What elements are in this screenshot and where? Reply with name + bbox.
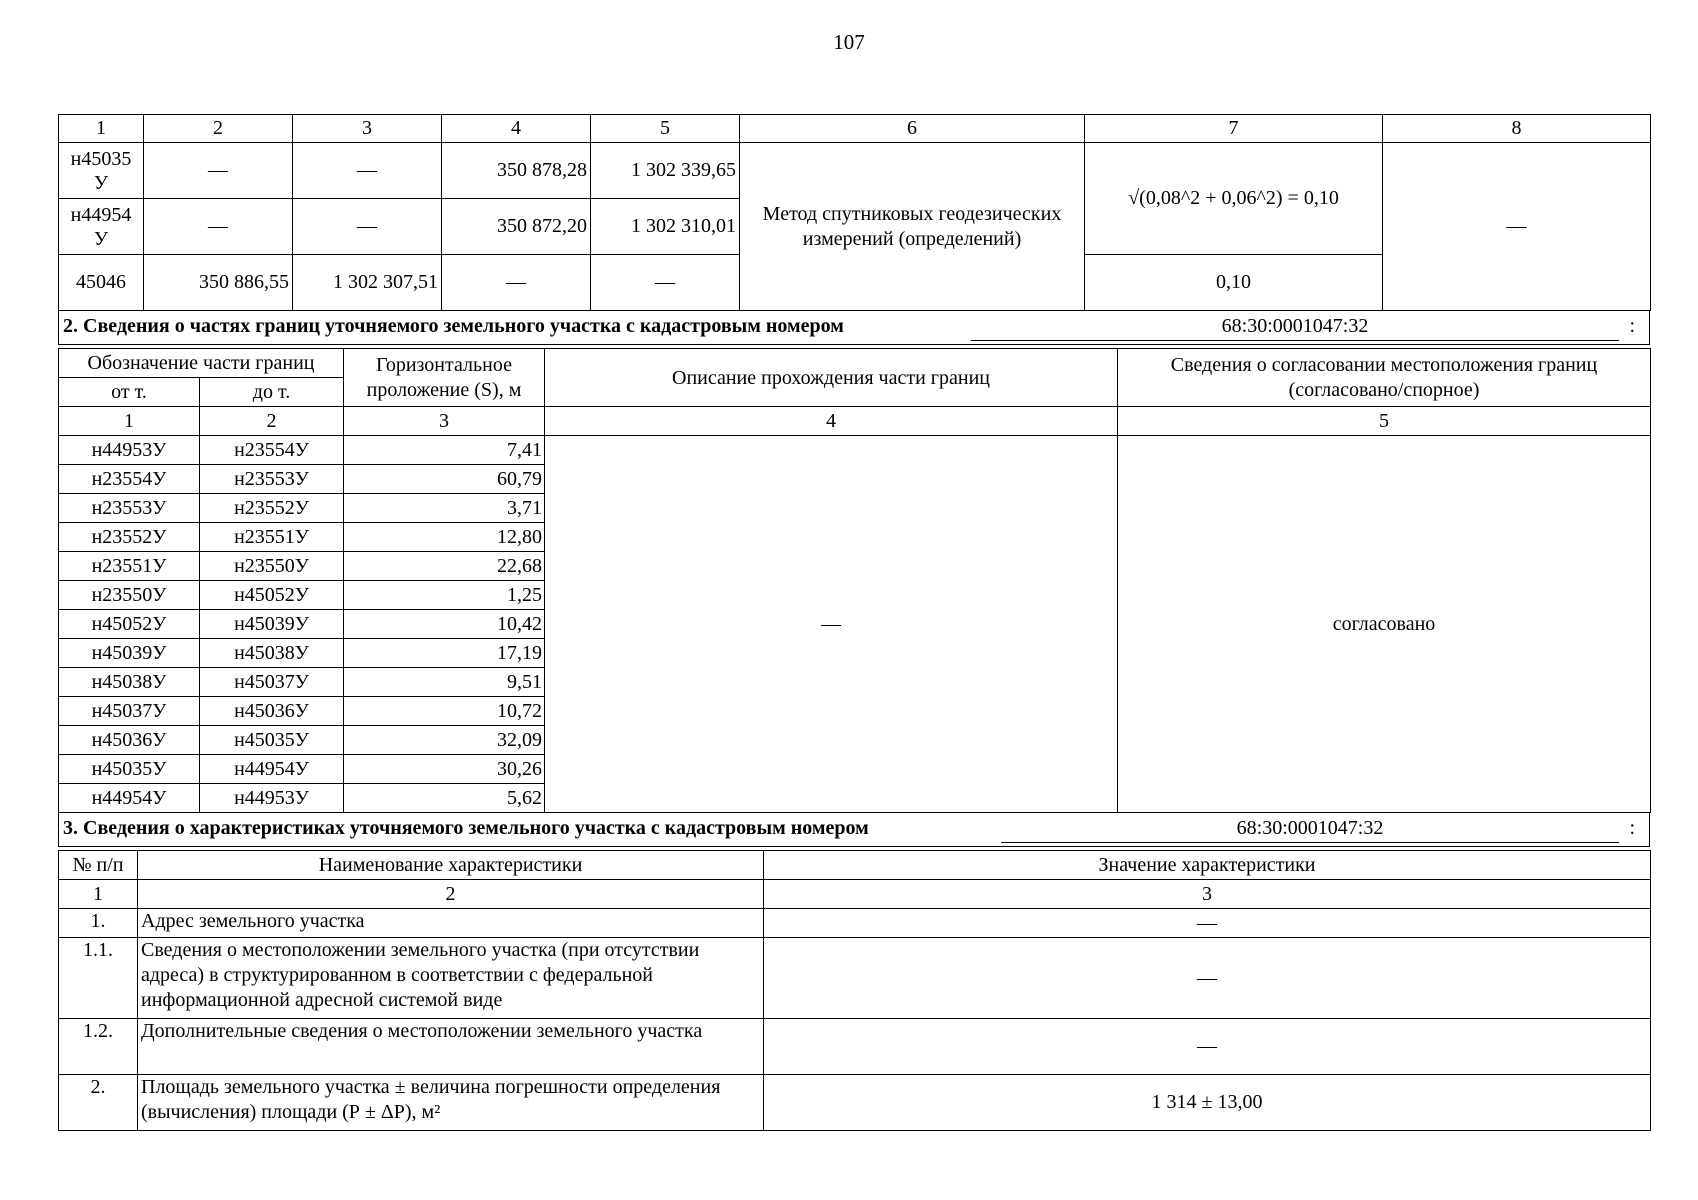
col-num: 2 [144, 115, 293, 143]
from-header: от т. [59, 378, 200, 407]
table-row [59, 909, 1651, 938]
horizontal-distance: 60,79 [344, 465, 545, 494]
section2-title-row [58, 311, 1650, 345]
point-name: н44954 У [59, 199, 144, 255]
from-point: н23551У [59, 552, 200, 581]
col-num: 1 [59, 407, 200, 436]
designation-header: Обозначение части границ [59, 349, 344, 378]
from-point: н23553У [59, 494, 200, 523]
col-num: 2 [138, 880, 764, 909]
description-value: — [545, 436, 1118, 813]
point-name: 45046 [59, 255, 144, 311]
point-name: н45035 У [59, 143, 144, 199]
table-row [59, 436, 1651, 465]
header-row [59, 851, 1651, 880]
table-row [59, 1075, 1651, 1131]
column-number-row [59, 880, 1651, 909]
col-num: 3 [293, 115, 442, 143]
to-header: до т. [200, 378, 344, 407]
col-num: 8 [1383, 115, 1651, 143]
to-point: н44954У [200, 755, 344, 784]
page-number: 107 [833, 30, 865, 54]
col-num: 4 [545, 407, 1118, 436]
characteristic-name: Сведения о местоположении земельного участка (при отсутствии адреса) в структурированном в соответствии с федеральной информационной адресной системой виде [138, 938, 764, 1019]
cell-value: — [144, 143, 293, 199]
to-point: н45052У [200, 581, 344, 610]
horizontal-distance: 10,72 [344, 697, 545, 726]
section2-cadastral-number: 68:30:0001047:32 [971, 313, 1619, 341]
x-coordinate: 350 872,20 [442, 199, 591, 255]
from-point: н45038У [59, 668, 200, 697]
section2-colon: : [1629, 315, 1635, 337]
section3-title: 3. Сведения о характеристиках уточняемого земельного участка с кадастровым номером [63, 817, 869, 839]
cell-value: 350 886,55 [144, 255, 293, 311]
x-coordinate: 350 878,28 [442, 143, 591, 199]
characteristic-value: — [764, 909, 1651, 938]
from-point: н44954У [59, 784, 200, 813]
horizontal-distance: 10,42 [344, 610, 545, 639]
y-coordinate: 1 302 310,01 [591, 199, 740, 255]
horizontal-distance: 12,80 [344, 523, 545, 552]
to-point: н45036У [200, 697, 344, 726]
to-point: н45037У [200, 668, 344, 697]
horizontal-distance: 32,09 [344, 726, 545, 755]
from-point: н23550У [59, 581, 200, 610]
col-num: 2 [200, 407, 344, 436]
table-row [59, 143, 1651, 199]
document [58, 114, 1650, 1131]
col-num: 4 [442, 115, 591, 143]
agreement-header: Сведения о согласовании местоположения границ (согласовано/спорное) [1118, 349, 1651, 407]
characteristic-name: Площадь земельного участка ± величина погрешности определения (вычисления) площади (Р ± ΔР), м² [138, 1075, 764, 1131]
characteristics-table [58, 850, 1651, 1131]
table-row [59, 1019, 1651, 1075]
to-point: н45035У [200, 726, 344, 755]
section3-title-row [58, 813, 1650, 847]
characteristic-name: Дополнительные сведения о местоположении земельного участка [138, 1019, 764, 1075]
x-coordinate: — [442, 255, 591, 311]
cell-value: — [144, 199, 293, 255]
col-num: 1 [59, 880, 138, 909]
to-point: н23552У [200, 494, 344, 523]
coordinates-table [58, 114, 1651, 311]
characteristic-name: Адрес земельного участка [138, 909, 764, 938]
to-point: н23554У [200, 436, 344, 465]
from-point: н45052У [59, 610, 200, 639]
description-header: Описание прохождения части границ [545, 349, 1118, 407]
to-point: н45038У [200, 639, 344, 668]
accuracy-value: 0,10 [1085, 255, 1383, 311]
col-num: 7 [1085, 115, 1383, 143]
horizontal-distance: 3,71 [344, 494, 545, 523]
characteristic-value: — [764, 938, 1651, 1019]
characteristic-value: — [764, 1019, 1651, 1075]
col-num: 5 [591, 115, 740, 143]
from-point: н45036У [59, 726, 200, 755]
table-row [59, 938, 1651, 1019]
to-point: н23551У [200, 523, 344, 552]
column-number-row [59, 115, 1651, 143]
cell-value: — [293, 199, 442, 255]
row-number: 2. [59, 1075, 138, 1131]
from-point: н45039У [59, 639, 200, 668]
value-header: Значение характеристики [764, 851, 1651, 880]
row-number: 1.1. [59, 938, 138, 1019]
y-coordinate: 1 302 339,65 [591, 143, 740, 199]
section2-title: 2. Сведения о частях границ уточняемого земельного участка с кадастровым номером [63, 315, 844, 337]
horizontal-distance: 17,19 [344, 639, 545, 668]
to-point: н23553У [200, 465, 344, 494]
from-point: н44953У [59, 436, 200, 465]
horizontal-distance: 30,26 [344, 755, 545, 784]
accuracy-formula: √(0,08^2 + 0,06^2) = 0,10 [1085, 143, 1383, 255]
header-row [59, 349, 1651, 378]
horizontal-distance: 7,41 [344, 436, 545, 465]
agreement-value: согласовано [1118, 436, 1651, 813]
to-point: н44953У [200, 784, 344, 813]
col-num: 3 [764, 880, 1651, 909]
cell-value: 1 302 307,51 [293, 255, 442, 311]
from-point: н45035У [59, 755, 200, 784]
column-number-row [59, 407, 1651, 436]
col-num: 6 [740, 115, 1085, 143]
y-coordinate: — [591, 255, 740, 311]
row-number: 1.2. [59, 1019, 138, 1075]
from-point: н45037У [59, 697, 200, 726]
boundary-parts-table [58, 348, 1651, 813]
name-header: Наименование характеристики [138, 851, 764, 880]
cell-value: — [293, 143, 442, 199]
horizontal-header: Горизонтальное проложение (S), м [344, 349, 545, 407]
from-point: н23552У [59, 523, 200, 552]
horizontal-distance: 1,25 [344, 581, 545, 610]
col8-value: — [1383, 143, 1651, 311]
horizontal-distance: 9,51 [344, 668, 545, 697]
row-number: 1. [59, 909, 138, 938]
section3-cadastral-number: 68:30:0001047:32 [1001, 815, 1619, 843]
col-num: 3 [344, 407, 545, 436]
horizontal-distance: 22,68 [344, 552, 545, 581]
from-point: н23554У [59, 465, 200, 494]
characteristic-value: 1 314 ± 13,00 [764, 1075, 1651, 1131]
col-num: 1 [59, 115, 144, 143]
to-point: н23550У [200, 552, 344, 581]
horizontal-distance: 5,62 [344, 784, 545, 813]
col-num: 5 [1118, 407, 1651, 436]
section3-colon: : [1629, 817, 1635, 839]
to-point: н45039У [200, 610, 344, 639]
num-header: № п/п [59, 851, 138, 880]
method-cell: Метод спутниковых геодезических измерений (определений) [740, 143, 1085, 311]
